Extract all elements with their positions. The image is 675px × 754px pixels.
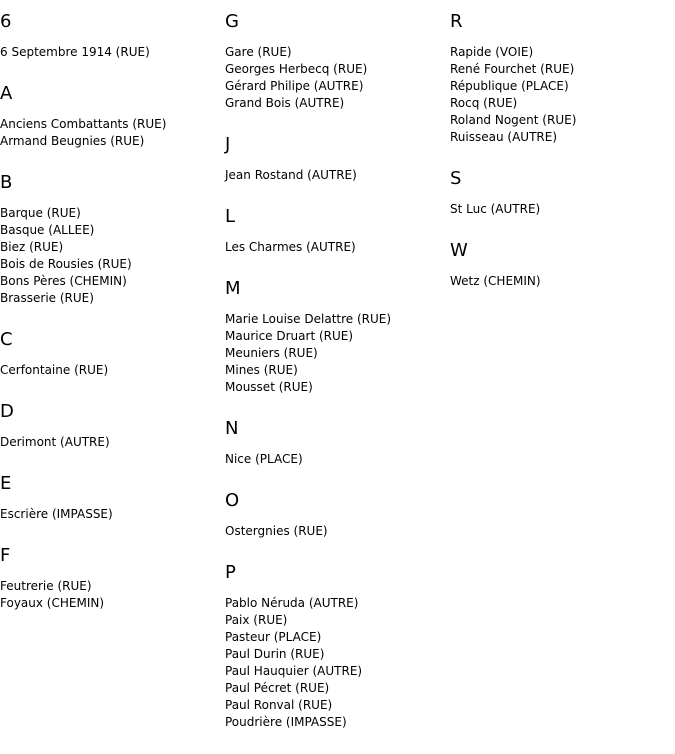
- letter-heading: G: [225, 11, 239, 32]
- street-link[interactable]: Bons Pères (CHEMIN): [0, 274, 127, 288]
- letter-group: [225, 419, 450, 468]
- letter-group: [0, 546, 225, 612]
- letter-heading: E: [0, 473, 12, 494]
- letter-group: [450, 12, 675, 146]
- street-link[interactable]: Escrière (IMPASSE): [0, 507, 113, 521]
- street-link[interactable]: Mines (RUE): [225, 363, 298, 377]
- street-link[interactable]: Poudrière (IMPASSE): [225, 715, 347, 729]
- letter-group: [225, 135, 450, 184]
- letter-heading: S: [450, 168, 462, 189]
- street-link[interactable]: Paul Pécret (RUE): [225, 681, 330, 695]
- letter-group: [225, 491, 450, 540]
- letter-heading: F: [0, 545, 11, 566]
- street-link[interactable]: Biez (RUE): [0, 240, 64, 254]
- street-link[interactable]: Meuniers (RUE): [225, 346, 318, 360]
- street-link[interactable]: Ruisseau (AUTRE): [450, 130, 558, 144]
- letter-group: [0, 474, 225, 523]
- letter-heading: B: [0, 172, 13, 193]
- letter-heading: W: [450, 240, 468, 261]
- street-link[interactable]: Gérard Philipe (AUTRE): [225, 79, 364, 93]
- letter-heading: N: [225, 418, 239, 439]
- street-link[interactable]: Paix (RUE): [225, 613, 288, 627]
- letter-group: [225, 563, 450, 731]
- letter-group: [225, 207, 450, 256]
- letter-heading: J: [225, 134, 231, 155]
- index-column-1: [0, 12, 225, 635]
- letter-group: [0, 330, 225, 379]
- letter-heading: R: [450, 11, 463, 32]
- street-link[interactable]: Les Charmes (AUTRE): [225, 240, 356, 254]
- street-link[interactable]: Derimont (AUTRE): [0, 435, 110, 449]
- street-link[interactable]: Rocq (RUE): [450, 96, 518, 110]
- letter-heading: D: [0, 401, 14, 422]
- street-link[interactable]: Foyaux (CHEMIN): [0, 596, 105, 610]
- index-column-2: [225, 12, 450, 754]
- index-column-3: [450, 12, 675, 313]
- letter-group: [0, 402, 225, 451]
- letter-heading: A: [0, 83, 13, 104]
- letter-heading: 6: [0, 11, 12, 32]
- street-link[interactable]: Gare (RUE): [225, 45, 292, 59]
- letter-heading: L: [225, 206, 236, 227]
- street-link[interactable]: Cerfontaine (RUE): [0, 363, 109, 377]
- street-link[interactable]: Paul Hauquier (AUTRE): [225, 664, 363, 678]
- street-link[interactable]: 6 Septembre 1914 (RUE): [0, 45, 150, 59]
- letter-group: [450, 241, 675, 290]
- street-link[interactable]: Grand Bois (AUTRE): [225, 96, 345, 110]
- letter-group: [450, 169, 675, 218]
- street-link[interactable]: Basque (ALLEE): [0, 223, 95, 237]
- street-link[interactable]: Bois de Rousies (RUE): [0, 257, 132, 271]
- street-link[interactable]: Nice (PLACE): [225, 452, 303, 466]
- street-link[interactable]: République (PLACE): [450, 79, 569, 93]
- street-link[interactable]: Jean Rostand (AUTRE): [225, 168, 357, 182]
- street-link[interactable]: René Fourchet (RUE): [450, 62, 575, 76]
- letter-group: [225, 279, 450, 396]
- street-link[interactable]: Feutrerie (RUE): [0, 579, 92, 593]
- street-link[interactable]: Georges Herbecq (RUE): [225, 62, 368, 76]
- street-link[interactable]: Armand Beugnies (RUE): [0, 134, 145, 148]
- street-link[interactable]: Paul Ronval (RUE): [225, 698, 333, 712]
- letter-heading: M: [225, 278, 241, 299]
- street-link[interactable]: Pablo Néruda (AUTRE): [225, 596, 359, 610]
- street-link[interactable]: Rapide (VOIE): [450, 45, 534, 59]
- street-link[interactable]: Roland Nogent (RUE): [450, 113, 577, 127]
- street-link[interactable]: Maurice Druart (RUE): [225, 329, 354, 343]
- letter-heading: C: [0, 329, 13, 350]
- letter-group: [0, 173, 225, 307]
- street-link[interactable]: Marie Louise Delattre (RUE): [225, 312, 392, 326]
- street-link[interactable]: Anciens Combattants (RUE): [0, 117, 167, 131]
- letter-heading: O: [225, 490, 240, 511]
- street-link[interactable]: Barque (RUE): [0, 206, 81, 220]
- street-link[interactable]: Brasserie (RUE): [0, 291, 94, 305]
- street-link[interactable]: Wetz (CHEMIN): [450, 274, 541, 288]
- letter-group: [0, 12, 225, 61]
- street-link[interactable]: Pasteur (PLACE): [225, 630, 322, 644]
- letter-group: [225, 12, 450, 112]
- street-link[interactable]: Ostergnies (RUE): [225, 524, 328, 538]
- letter-group: [0, 84, 225, 150]
- letter-heading: P: [225, 562, 236, 583]
- street-link[interactable]: Paul Durin (RUE): [225, 647, 325, 661]
- street-link[interactable]: St Luc (AUTRE): [450, 202, 541, 216]
- street-link[interactable]: Mousset (RUE): [225, 380, 313, 394]
